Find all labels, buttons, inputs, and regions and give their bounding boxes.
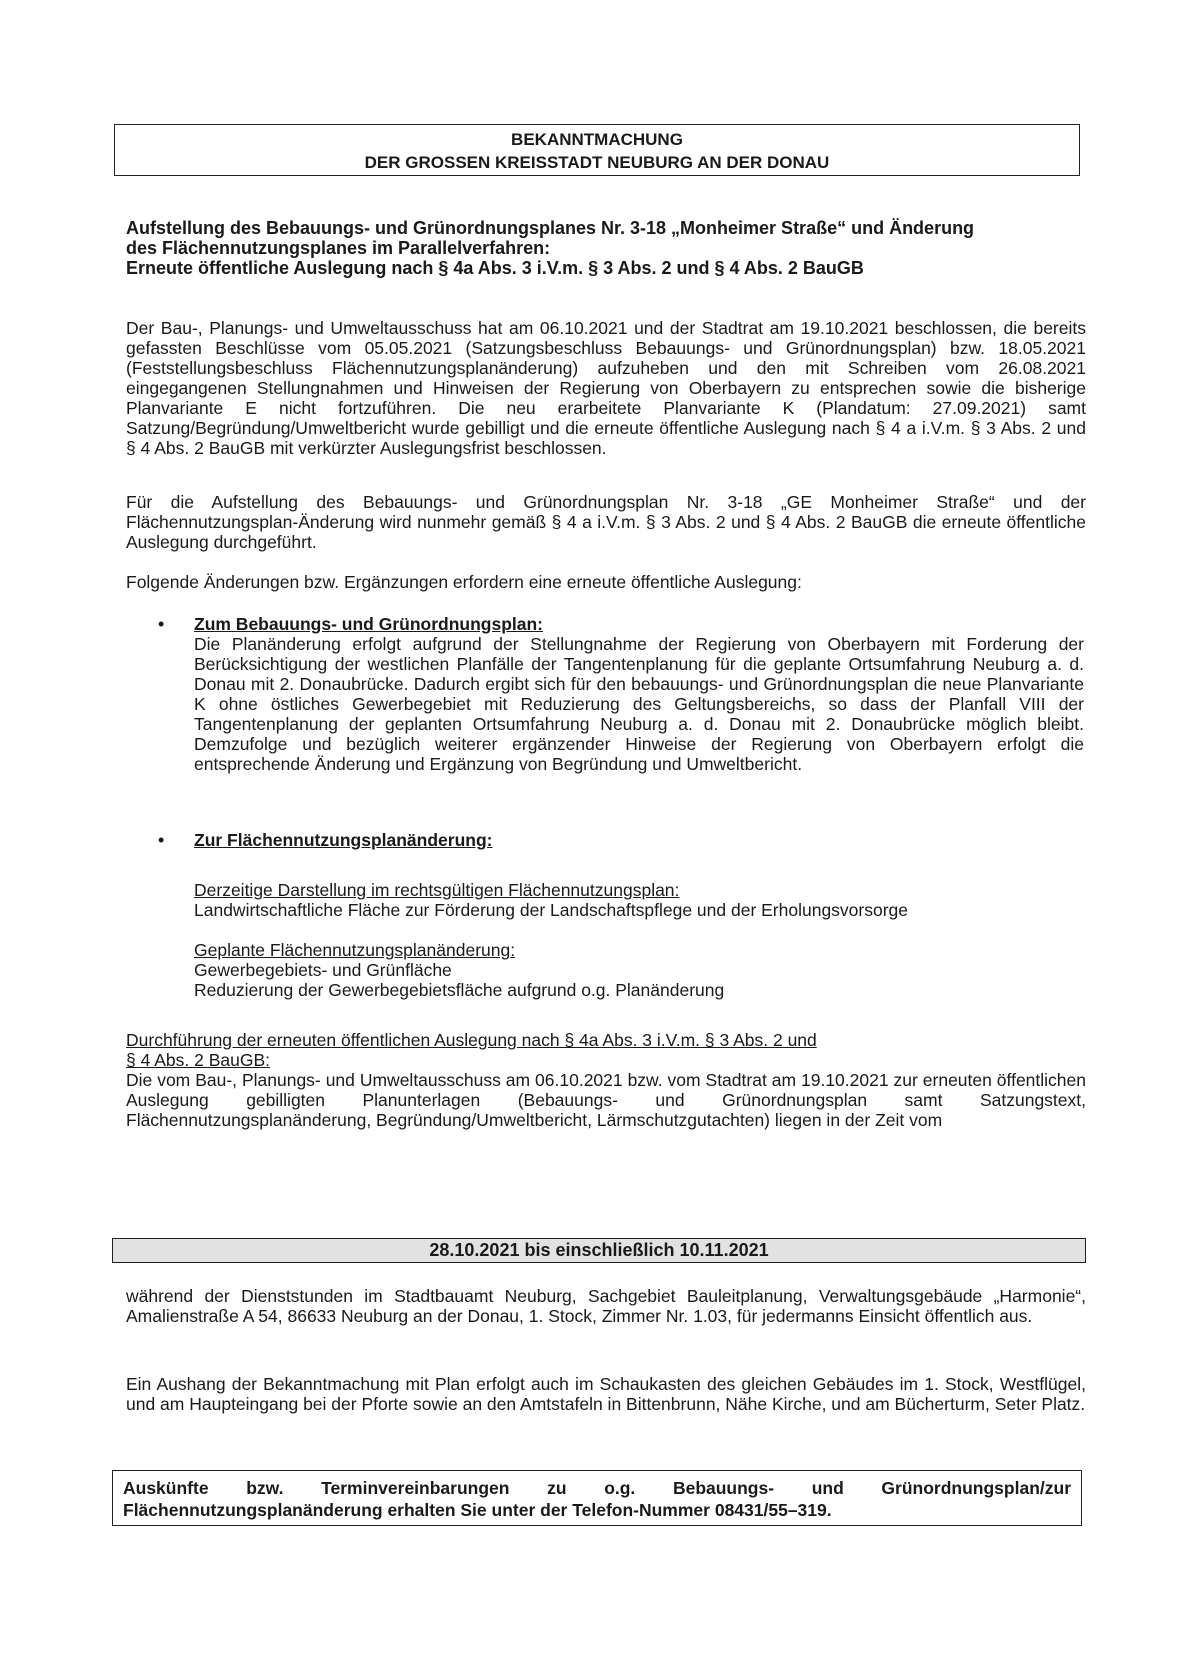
paragraph-posting: Ein Aushang der Bekanntmachung mit Plan erfolgt auch im Schaukasten des gleichen Gebäudes im 1. Stock, Westflügel, und am Haupteingang bei der Pforte sowie an den Amtstafeln in Bittenbrunn, Nähe Kirche, und am Bücherturm, Seter Platz. (126, 1374, 1086, 1414)
section-execution (126, 1030, 1086, 1130)
paragraph-resolution: Der Bau-, Planungs- und Umweltausschuss hat am 06.10.2021 und der Stadtrat am 19.10.2021 beschlossen, die bereits gefassten Beschlüsse vom 05.05.2021 (Satzungsbeschluss Bebauungs- und Grünordnungsplan) bzw. 18.05.2021 (Feststellungsbeschluss Flächennutzungsplanänderung) aufzuheben und den mit Schreiben vom 26.08.2021 eingegangenen Stellungnahmen und Hinweisen der Regierung von Oberbayern zu entsprechen sowie die bisherige Planvariante E nicht fortzuführen. Die neu erarbeitete Planvariante K (Plandatum: 27.09.2021) samt Satzung/Begründung/Umweltbericht wurde gebilligt und die erneute öffentliche Auslegung nach § 4 a i.V.m. § 3 Abs. 2 und § 4 Abs. 2 BauGB mit verkürzter Auslegungsfrist beschlossen. (126, 318, 1086, 458)
planned-line-1: Gewerbegebiets- und Grünfläche (194, 960, 452, 980)
header-title: BEKANNTMACHUNG (511, 130, 683, 149)
current-representation (194, 880, 1084, 920)
bullet-icon: • (158, 830, 165, 850)
date-range-bar: 28.10.2021 bis einschließlich 10.11.2021 (112, 1238, 1086, 1263)
title-line-2: des Flächennutzungsplanes im Parallelverfahren: (126, 238, 551, 258)
title-line-3: Erneute öffentliche Auslegung nach § 4a Abs. 3 i.V.m. § 3 Abs. 2 und § 4 Abs. 2 BauGB (126, 258, 864, 278)
notice-title (126, 218, 1046, 278)
paragraph-changes-intro: Folgende Änderungen bzw. Ergänzungen erfordern eine erneute öffentliche Auslegung: (126, 572, 802, 592)
planned-change (194, 940, 1084, 1000)
current-heading: Derzeitige Darstellung im rechtsgültigen Flächennutzungsplan: (194, 880, 680, 900)
section-heading-line-1: Durchführung der erneuten öffentlichen Auslegung nach § 4a Abs. 3 i.V.m. § 3 Abs. 2 und (126, 1030, 817, 1050)
current-text: Landwirtschaftliche Fläche zur Förderung der Landschaftspflege und der Erholungsvorsorge (194, 900, 909, 920)
bullet-text: Die Planänderung erfolgt aufgrund der Stellungnahme der Regierung von Oberbayern mit Forderung der Berücksichtigung der westlichen Planfälle der Tangentenplanung für die geplante Ortsumfahrung Neuburg a. d. Donau mit 2. Donaubrücke. Dadurch ergibt sich für den bebauungs- und Grünordnungsplan die neue Planvariante K ohne östliches Gewerbegebiet mit Reduzierung des Geltungsbereichs, so dass der Planfall VIII der Tangentenplanung der geplanten Ortsumfahrung Neuburg a. d. Donau mit 2. Donaubrücke möglich bleibt. Demzufolge und bezüglich weiterer ergänzender Hinweise der Regierung von Oberbayern erfolgt die entsprechende Änderung und Ergänzung von Begründung und Umweltbericht. (194, 634, 1084, 774)
paragraph-location: während der Dienststunden im Stadtbauamt Neuburg, Sachgebiet Bauleitplanung, Verwaltungsgebäude „Harmonie“, Amalienstraße A 54, 86633 Neuburg an der Donau, 1. Stock, Zimmer Nr. 1.03, für jedermanns Einsicht öffentlich aus. (126, 1286, 1086, 1326)
bullet-development-plan (194, 614, 1084, 774)
header-subtitle: DER GROSSEN KREISSTADT NEUBURG AN DER DONAU (364, 153, 830, 172)
planned-heading: Geplante Flächennutzungsplanänderung: (194, 940, 516, 960)
section-heading-line-2: § 4 Abs. 2 BauGB: (126, 1050, 270, 1070)
section-text: Die vom Bau-, Planungs- und Umweltausschuss am 06.10.2021 bzw. vom Stadtrat am 19.10.2021 zur erneuten öffentlichen Auslegung gebilligten Planunterlagen (Bebauungs- und Grünordnungsplan samt Satzungstext, Flächennutzungsplanänderung, Begründung/Umweltbericht, Lärmschutzgutachten) liegen in der Zeit vom (126, 1070, 1086, 1130)
bullet-land-use-plan (194, 830, 1084, 850)
paragraph-procedure: Für die Aufstellung des Bebauungs- und Grünordnungsplan Nr. 3-18 „GE Monheimer Straße“ und der Flächennutzungsplan-Änderung wird nunmehr gemäß § 4 a i.V.m. § 3 Abs. 2 und § 4 Abs. 2 BauGB die erneute öffentliche Auslegung durchgeführt. (126, 492, 1086, 552)
planned-line-2: Reduzierung der Gewerbegebietsfläche aufgrund o.g. Planänderung (194, 980, 725, 1000)
contact-box: Auskünfte bzw. Terminvereinbarungen zu o.g. Bebauungs- und Grünordnungsplan/zur Flächennutzungsplanänderung erhalten Sie unter der Telefon-Nummer 08431/55–319. (112, 1470, 1082, 1526)
title-line-1: Aufstellung des Bebauungs- und Grünordnungsplanes Nr. 3-18 „Monheimer Straße“ und Änderung (126, 218, 975, 238)
bullet-heading: Zur Flächennutzungsplanänderung: (194, 830, 493, 850)
bullet-icon: • (158, 614, 165, 634)
bullet-heading: Zum Bebauungs- und Grünordnungsplan: (194, 614, 543, 634)
header-box (114, 124, 1080, 176)
